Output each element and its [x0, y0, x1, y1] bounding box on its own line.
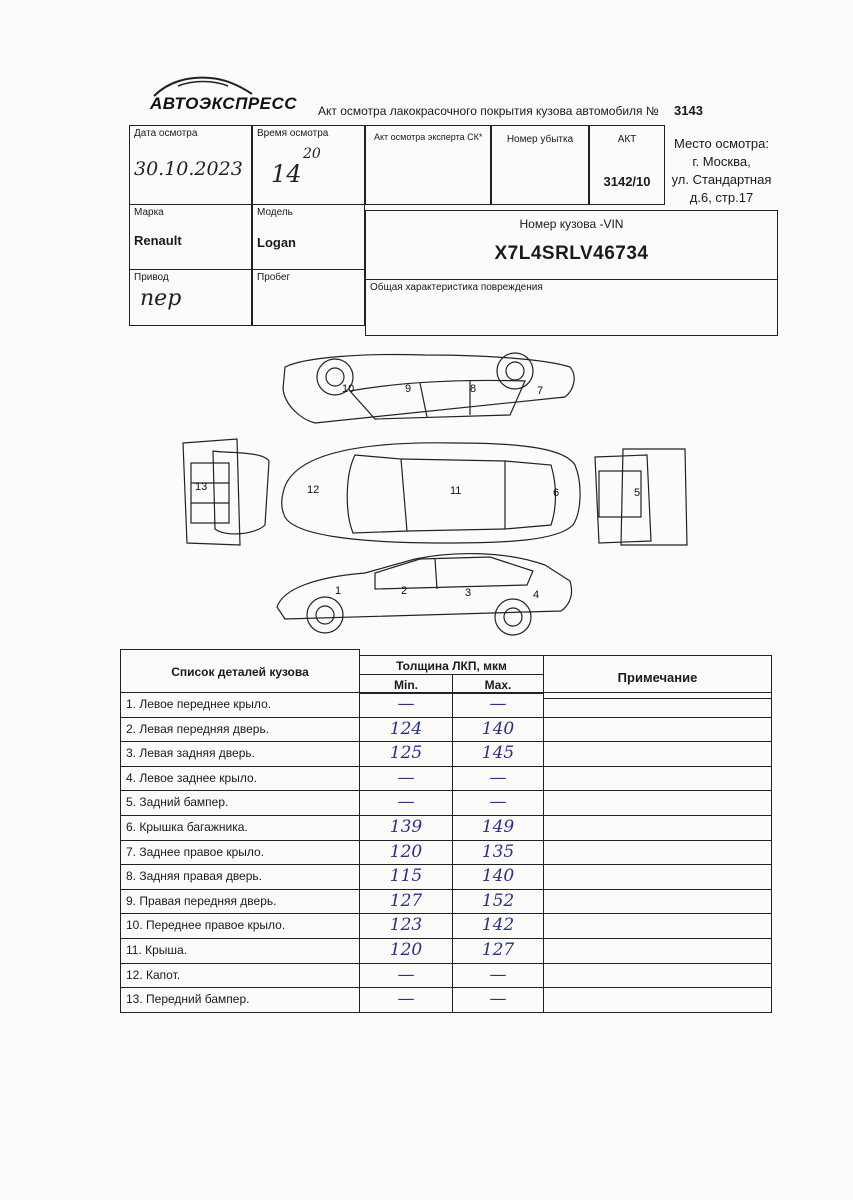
max-value-cell: —: [452, 790, 544, 816]
note-cell: [543, 766, 772, 792]
mileage-label: Пробег: [257, 272, 291, 283]
note-cell: [543, 889, 772, 915]
min-value-cell: 120: [359, 840, 453, 866]
note-cell: [543, 790, 772, 816]
min-value-cell: 124: [359, 717, 453, 743]
brand-cell: [129, 204, 252, 270]
part-name-cell: 10. Переднее правое крыло.: [120, 913, 360, 939]
max-value-cell: 145: [452, 741, 544, 767]
max-value-cell: 135: [452, 840, 544, 866]
date-label: Дата осмотра: [134, 128, 198, 139]
act-cell: [589, 125, 665, 205]
time-hours: 14: [271, 160, 302, 188]
max-value-cell: 142: [452, 913, 544, 939]
max-value-cell: —: [452, 987, 544, 1013]
drive-value: пер: [140, 286, 182, 311]
diagram-number-11: 11: [450, 485, 462, 497]
diagram-number-10: 10: [342, 383, 355, 395]
logo-text: АВТОЭКСПРЕСС: [150, 94, 298, 113]
part-name-cell: 6. Крышка багажника.: [120, 815, 360, 841]
car-body-diagram: [165, 345, 695, 645]
expert-cell: [365, 125, 491, 205]
min-value-cell: 127: [359, 889, 453, 915]
document-number: 3143: [674, 103, 703, 118]
diagram-number-8: 8: [470, 383, 477, 395]
parts-thickness-table: [120, 649, 772, 1013]
part-name-cell: 8. Задняя правая дверь.: [120, 864, 360, 890]
min-value-cell: 123: [359, 913, 453, 939]
max-value-cell: 140: [452, 717, 544, 743]
model-label: Модель: [257, 207, 293, 218]
diagram-number-12: 12: [307, 484, 320, 496]
col-parts-header: Список деталей кузова: [120, 649, 360, 693]
damage-number-cell: [491, 125, 589, 205]
diagram-number-5: 5: [634, 487, 641, 499]
place-cell: [665, 125, 778, 211]
date-cell: [129, 125, 252, 205]
col-max-header: Max.: [452, 674, 544, 694]
part-name-cell: 11. Крыша.: [120, 938, 360, 964]
note-cell: [543, 938, 772, 964]
date-value: 30.10.2023: [134, 158, 243, 180]
damage-number-label: Номер убытка: [506, 134, 574, 145]
diagram-number-6: 6: [553, 487, 560, 499]
place-line-1: г. Москва,: [692, 154, 751, 169]
vin-label: Номер кузова -VIN: [519, 217, 624, 231]
part-name-cell: 2. Левая передняя дверь.: [120, 717, 360, 743]
min-value-cell: —: [359, 963, 453, 989]
brand-label: Марка: [134, 207, 164, 218]
part-name-cell: 3. Левая задняя дверь.: [120, 741, 360, 767]
diagram-number-4: 4: [533, 589, 540, 601]
diagram-number-2: 2: [401, 585, 408, 597]
note-cell: [543, 963, 772, 989]
min-value-cell: —: [359, 766, 453, 792]
act-value: 3142/10: [603, 174, 651, 189]
note-cell: [543, 840, 772, 866]
max-value-cell: 152: [452, 889, 544, 915]
model-cell: [252, 204, 365, 270]
note-cell: [543, 815, 772, 841]
min-value-cell: —: [359, 790, 453, 816]
col-thickness-header: Толщина ЛКП, мкм: [359, 655, 544, 675]
brand-value: Renault: [134, 233, 182, 248]
model-value: Logan: [257, 235, 296, 250]
place-line-2: ул. Стандартная: [671, 172, 772, 187]
note-cell: [543, 741, 772, 767]
drive-cell: [129, 269, 252, 326]
min-value-cell: 139: [359, 815, 453, 841]
max-value-cell: —: [452, 692, 544, 718]
note-cell: [543, 913, 772, 939]
col-note-header: Примечание: [543, 655, 772, 699]
time-minutes: 20: [303, 146, 321, 162]
diagram-number-9: 9: [405, 383, 412, 395]
min-value-cell: 125: [359, 741, 453, 767]
damage-desc-cell: [365, 279, 778, 336]
note-cell: [543, 717, 772, 743]
max-value-cell: 149: [452, 815, 544, 841]
diagram-number-13: 13: [195, 481, 208, 493]
max-value-cell: 127: [452, 938, 544, 964]
part-name-cell: 1. Левое переднее крыло.: [120, 692, 360, 718]
expert-label: Акт осмотра эксперта СК*: [374, 132, 483, 142]
min-value-cell: —: [359, 692, 453, 718]
max-value-cell: 140: [452, 864, 544, 890]
damage-desc-label: Общая характеристика повреждения: [370, 282, 543, 293]
part-name-cell: 13. Передний бампер.: [120, 987, 360, 1013]
place-line-3: д.6, стр.17: [689, 190, 754, 205]
max-value-cell: —: [452, 766, 544, 792]
part-name-cell: 12. Капот.: [120, 963, 360, 989]
note-cell: [543, 692, 772, 718]
min-value-cell: 115: [359, 864, 453, 890]
diagram-number-3: 3: [465, 587, 472, 599]
act-label: АКТ: [617, 134, 637, 145]
company-logo: [148, 72, 298, 118]
time-cell: [252, 125, 365, 205]
note-cell: [543, 864, 772, 890]
col-min-header: Min.: [359, 674, 453, 694]
part-name-cell: 9. Правая передняя дверь.: [120, 889, 360, 915]
inspection-info-grid: [129, 125, 778, 336]
min-value-cell: —: [359, 987, 453, 1013]
car-outline-icon: [165, 345, 695, 645]
max-value-cell: —: [452, 963, 544, 989]
vin-cell: [365, 210, 778, 280]
note-cell: [543, 987, 772, 1013]
part-name-cell: 7. Заднее правое крыло.: [120, 840, 360, 866]
part-name-cell: 4. Левое заднее крыло.: [120, 766, 360, 792]
diagram-number-7: 7: [537, 385, 544, 397]
mileage-cell: [252, 269, 365, 326]
document-title: Акт осмотра лакокрасочного покрытия кузова автомобиля №: [318, 104, 659, 118]
min-value-cell: 120: [359, 938, 453, 964]
diagram-number-1: 1: [335, 585, 342, 597]
part-name-cell: 5. Задний бампер.: [120, 790, 360, 816]
drive-label: Привод: [134, 272, 169, 283]
time-label: Время осмотра: [257, 128, 329, 139]
vin-value: X7L4SRLV46734: [494, 243, 649, 264]
place-label: Место осмотра:: [674, 136, 769, 151]
